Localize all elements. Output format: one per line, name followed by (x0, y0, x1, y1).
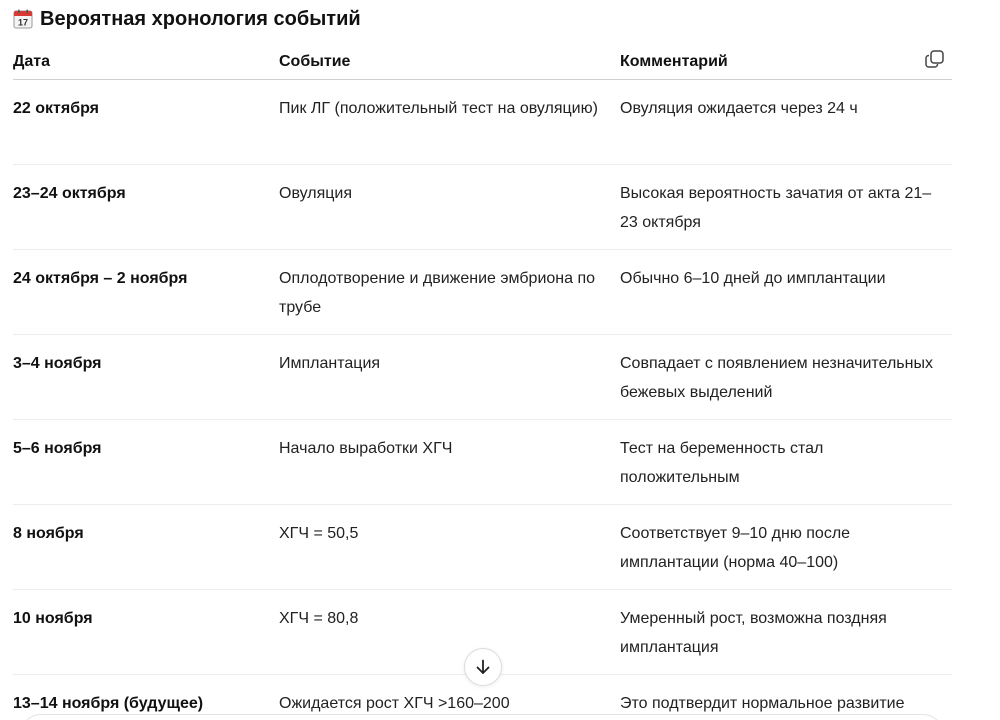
cell-event: Имплантация (279, 335, 620, 420)
table-row (13, 250, 952, 335)
cell-event: Ожидается рост ХГЧ >160–200 (279, 675, 620, 720)
cell-event: ХГЧ = 50,5 (279, 505, 620, 590)
copy-icon (924, 48, 946, 70)
cell-event: Пик ЛГ (положительный тест на овуляцию) (279, 80, 620, 165)
column-header-comment: Комментарий (620, 44, 952, 80)
table-row (13, 335, 952, 420)
cell-comment: Тест на беременность стал положительным (620, 420, 952, 505)
copy-table-button[interactable] (924, 48, 946, 70)
table-row (13, 505, 952, 590)
cell-date: 5–6 ноября (13, 420, 279, 505)
scroll-to-bottom-button[interactable] (464, 648, 502, 686)
cell-comment: Обычно 6–10 дней до имплантации (620, 250, 952, 335)
cell-date: 8 ноября (13, 505, 279, 590)
table-row (13, 165, 952, 250)
cell-event: Оплодотворение и движение эмбриона по трубе (279, 250, 620, 335)
column-header-event: Событие (279, 44, 620, 80)
cell-event: Начало выработки ХГЧ (279, 420, 620, 505)
cell-date: 23–24 октября (13, 165, 279, 250)
column-header-date: Дата (13, 44, 279, 80)
section-heading (13, 5, 361, 33)
table-row (13, 420, 952, 505)
cell-comment: Высокая вероятность зачатия от акта 21–23 октября (620, 165, 952, 250)
cell-event: Овуляция (279, 165, 620, 250)
message-composer[interactable] (20, 714, 944, 720)
svg-text:17: 17 (17, 17, 29, 28)
table-header-row (13, 44, 952, 80)
section-title: Вероятная хронология событий (40, 7, 361, 30)
cell-date: 10 ноября (13, 590, 279, 675)
cell-comment: Это подтвердит нормальное развитие (620, 675, 952, 720)
cell-date: 22 октября (13, 80, 279, 165)
table-row (13, 80, 952, 165)
timeline-table-container (13, 44, 952, 720)
cell-event: ХГЧ = 80,8 (279, 590, 620, 675)
cell-comment: Умеренный рост, возможна поздняя имплантация (620, 590, 952, 675)
cell-date: 24 октября – 2 ноября (13, 250, 279, 335)
cell-comment: Совпадает с появлением незначительных бежевых выделений (620, 335, 952, 420)
calendar-icon (13, 9, 33, 29)
timeline-table (13, 44, 952, 720)
cell-date: 13–14 ноября (будущее) (13, 675, 279, 720)
cell-date: 3–4 ноября (13, 335, 279, 420)
cell-comment: Овуляция ожидается через 24 ч (620, 80, 952, 165)
cell-comment: Соответствует 9–10 дню после имплантации (норма 40–100) (620, 505, 952, 590)
arrow-down-icon (474, 658, 492, 676)
